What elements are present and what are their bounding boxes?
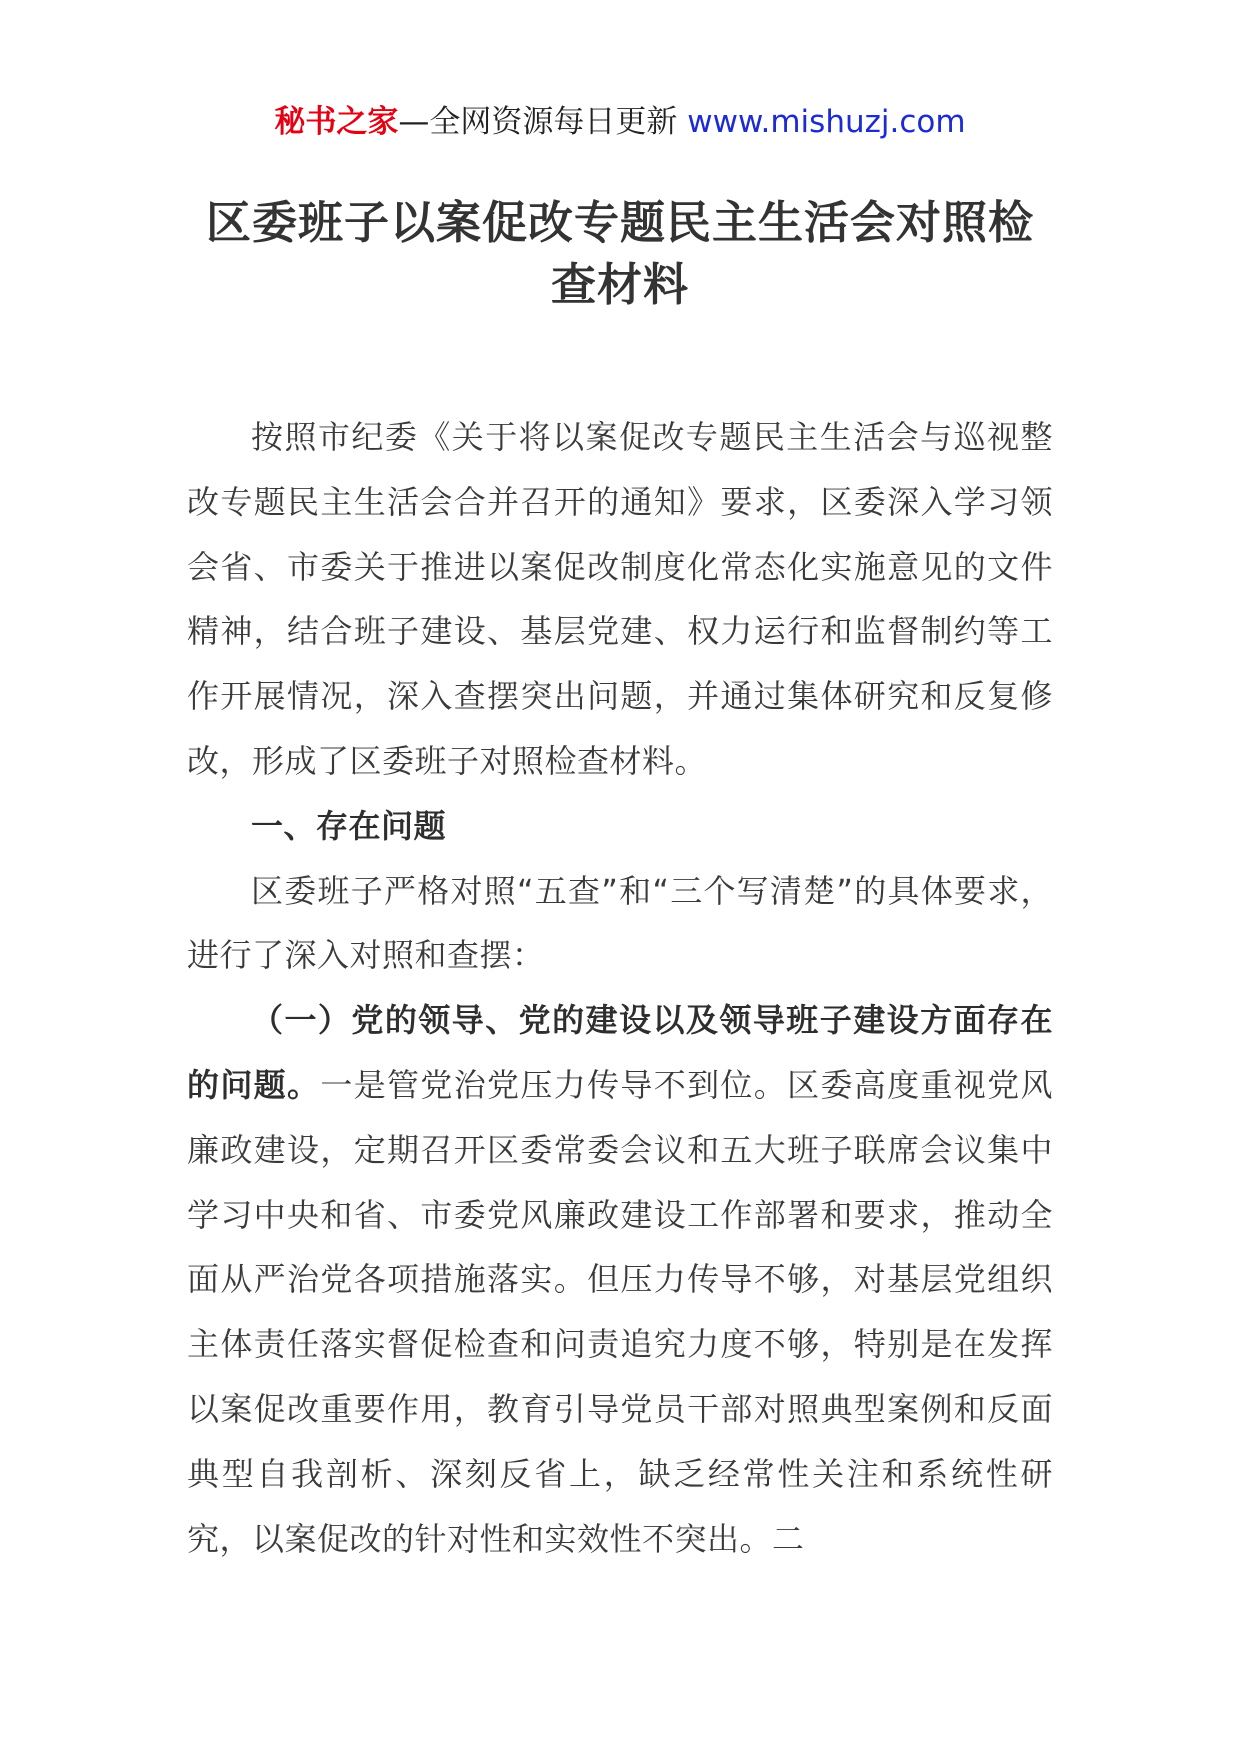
subsection-text: 一是管党治党压力传导不到位。区委高度重视党风廉政建设，定期召开区委常委会议和五大班子联席会议集中学习中央和省、市委党风廉政建设工作部署和要求，推动全面从严治党各项措施落实。但压力传导不够，对基层党组织主体责任落实督促检查和问责追究力度不够，特别是在发挥以案促改重要作用，教育引导党员干部对照典型案例和反面典型自我剖析、深刻反省上，缺乏经常性关注和系统性研究，以案促改的针对性和实效性不突出。二	[187, 1065, 1053, 1558]
section-heading: 一、存在问题	[251, 806, 447, 845]
intro-paragraph: 按照市纪委《关于将以案促改专题民主生活会与巡视整改专题民主生活会合并召开的通知》要求，区委深入学习领会省、市委关于推进以案促改制度化常态化实施意见的文件精神，结合班子建设、基层党建、权力运行和监督制约等工作开展情况，深入查摆突出问题，并通过集体研究和反复修改，形成了区委班子对照检查材料。	[187, 418, 1053, 780]
document-title: 区委班子以案促改专题民主生活会对照检查材料	[205, 196, 1034, 311]
site-header	[0, 100, 1240, 144]
section-paragraph: 区委班子严格对照“五查”和“三个写清楚”的具体要求，进行了深入对照和查摆：	[187, 871, 1053, 975]
site-url-link[interactable]: www.mishuzj.com	[687, 104, 966, 140]
subsection-paragraph	[187, 988, 1053, 1571]
brand-name: 秘书之家	[274, 104, 399, 140]
subsection-heading: （一）党的领导、党的建设以及领导班子建设方面存在的问题。	[187, 1001, 1053, 1104]
document-body	[187, 405, 1053, 1571]
header-slogan: —全网资源每日更新	[398, 104, 678, 140]
